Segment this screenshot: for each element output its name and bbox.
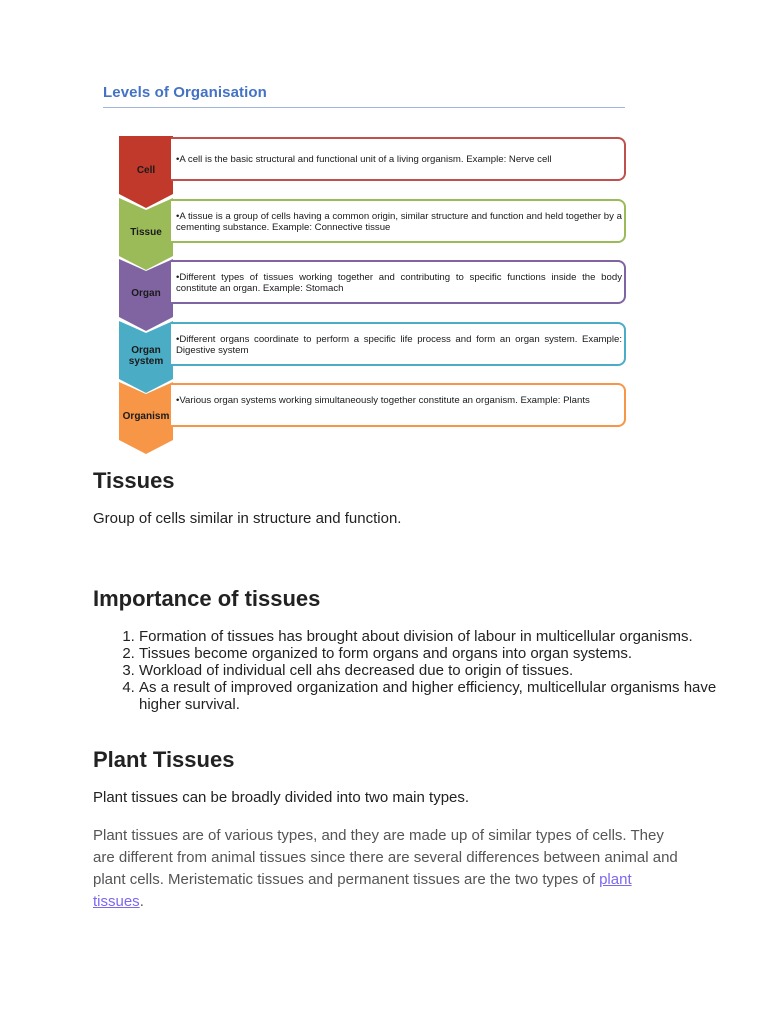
level-description: •Various organ systems working simultaneously together constitute an organism. Example: Plants [176, 395, 590, 406]
list-item: 1. Formation of tissues has brought about division of labour in multicellular organisms. [139, 628, 719, 645]
list-item: 3. Workload of individual cell ahs decreased due to origin of tissues. [139, 662, 719, 679]
list-item: 4. As a result of improved organization and higher efficiency, multicellular organisms have higher survival. [139, 679, 719, 713]
level-description-box [171, 383, 626, 427]
level-description: •Different types of tissues working together and contributing to specific functions inside the body constitute an organ. Example: Stomach [176, 272, 622, 294]
level-label [119, 288, 173, 299]
level-row [119, 136, 629, 198]
level-label [119, 345, 173, 367]
plant-tissues-heading: Plant Tissues [93, 747, 235, 772]
level-label-line: Organism [122, 411, 170, 422]
level-label-line: Organ [131, 344, 161, 356]
importance-list [93, 628, 719, 713]
list-item: 2. Tissues become organized to form organs and organs into organ systems. [139, 645, 719, 662]
level-description-box [171, 260, 626, 304]
level-row [119, 382, 629, 444]
tissues-heading: Tissues [93, 468, 175, 493]
figure-title: Levels of Organisation [103, 84, 267, 101]
level-description-box [171, 199, 626, 243]
figure-title-rule [103, 107, 625, 108]
level-label [119, 411, 173, 422]
level-row [119, 259, 629, 321]
level-description-box [171, 137, 626, 181]
level-row [119, 198, 629, 260]
level-description: •Different organs coordinate to perform a specific life process and form an organ system. Example: Digestive system [176, 333, 622, 356]
plant-tissues-intro: Plant tissues can be broadly divided into two main types. [93, 789, 470, 806]
tissues-definition: Group of cells similar in structure and function. [93, 510, 402, 527]
level-label-line: Organ [131, 288, 161, 299]
plant-tissues-link[interactable]: plant tissues [93, 871, 632, 910]
level-description: •A cell is the basic structural and functional unit of a living organism. Example: Nerve cell [176, 154, 552, 165]
level-label-line: Tissue [130, 226, 162, 238]
level-description-box [171, 322, 626, 366]
plant-tissues-paragraph [93, 825, 683, 913]
paragraph-text: Plant tissues are of various types, and they are made up of similar types of cells. They are different from animal tissues since there are several differences between animal and plant cells. Meristematic tissues and permanent tissues are the two types of [93, 827, 678, 888]
level-label [119, 165, 173, 176]
level-description: •A tissue is a group of cells having a common origin, similar structure and function and held together by a cementing substance. Example: Connective tissue [176, 210, 622, 233]
level-label-line: Cell [136, 165, 156, 176]
level-row [119, 321, 629, 383]
importance-heading: Importance of tissues [93, 586, 321, 611]
paragraph-end: . [139, 893, 144, 910]
level-label-line: system [128, 355, 164, 367]
level-label [119, 227, 173, 238]
